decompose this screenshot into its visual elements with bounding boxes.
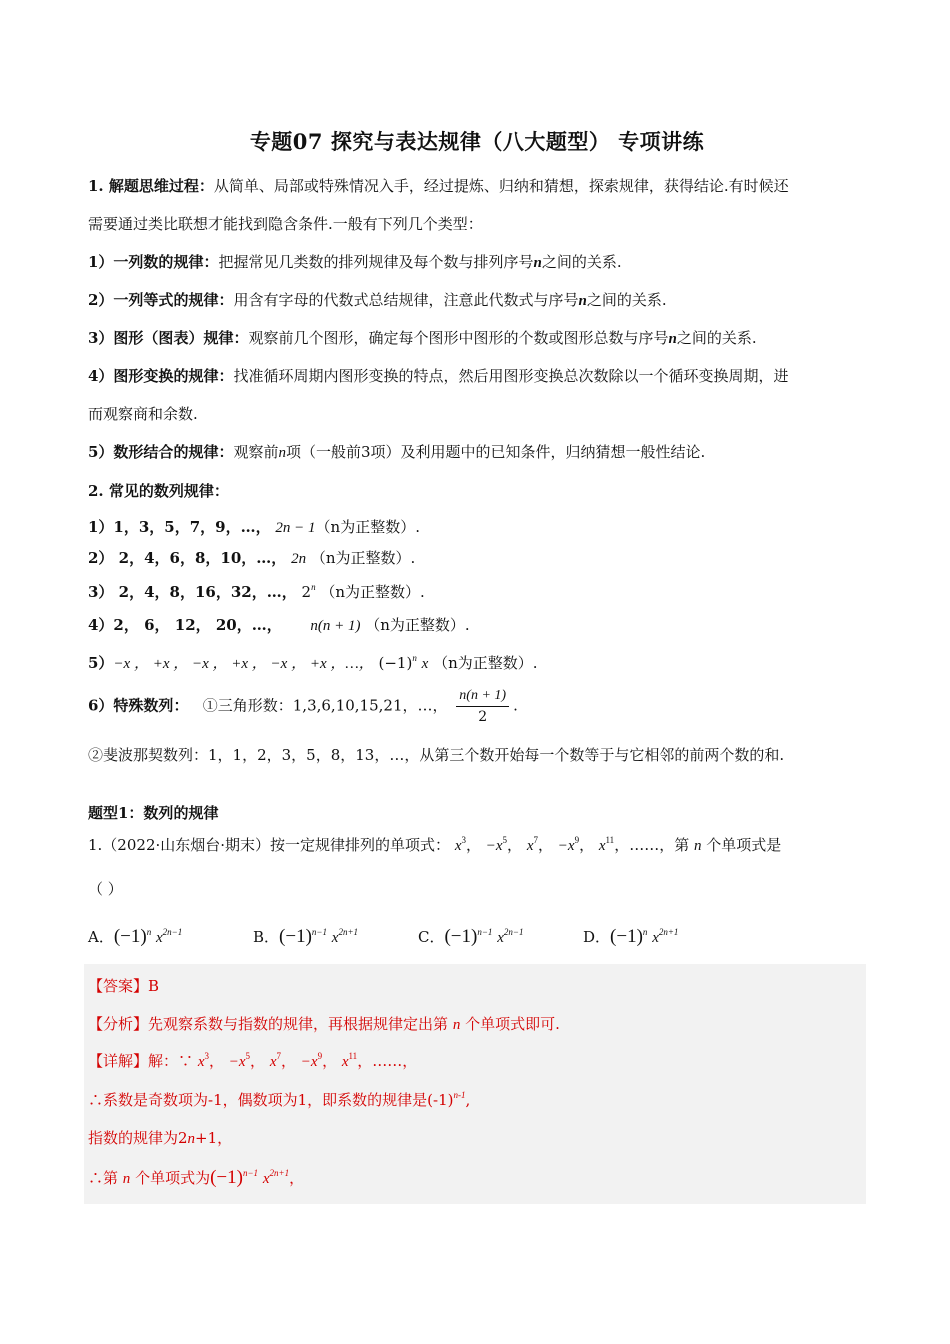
type1-line: 1）一列数的规律：把握常见几类数的排列规律及每个数与排列序号n之间的关系. — [88, 253, 622, 271]
rule4-line: 4）2， 6， 12， 20，…， n(n + 1) （n为正整数）. — [88, 616, 470, 634]
rule6-line: 6）特殊数列： ①三角形数：1,3,6,10,15,21，…， $\frac{n(n + 1)}{2}$ . — [88, 688, 518, 725]
section1-intro-line2: 需要通过类比联想才能找到隐含条件.一般有下列几个类型： — [88, 215, 483, 233]
triangular-number-fraction: $\frac{n(n + 1)}{2}$ — [456, 686, 509, 727]
answer-bracket: （ ） — [88, 880, 123, 898]
type5-line: 5）数形结合的规律：观察前n项（一般前3项）及利用题中的已知条件，归纳猜想一般性结论. — [88, 443, 706, 461]
page-title: 专题07 探究与表达规律（八大题型） 专项讲练 — [249, 129, 705, 154]
coefficient-rule-line: ∴系数是奇数项为-1，偶数项为1，即系数的规律是$(-1)^{n-1}$, — [88, 1090, 471, 1109]
fibonacci-line: ②斐波那契数列：1，1，2，3，5，8，13，…，从第三个数开始每一个数等于与它相邻的前两个数的和. — [88, 746, 785, 764]
exponent-rule-line: 指数的规律为2n+1， — [88, 1129, 233, 1147]
type4-line1: 4）图形变换的规律：找准循环周期内图形变换的特点，然后用图形变换总次数除以一个循环变换周期，进 — [88, 367, 789, 385]
option-b[interactable]: B．$(-1)^{n-1}$ $x^{2n+1}$ — [253, 926, 359, 947]
analysis-line: 【分析】先观察系数与指数的规律，再根据规律定出第 n 个单项式即可. — [88, 1015, 560, 1033]
question-type-heading: 题型1：数列的规律 — [88, 804, 219, 822]
detail-line: 【详解】解：∵ $x^3$， $-x^5$， $x^7$， $-x^9$， $x^{11}$，……， — [88, 1051, 418, 1070]
option-a[interactable]: A．$(-1)^n$ $x^{2n-1}$ — [88, 926, 183, 947]
type4-line2: 而观察商和余数. — [88, 405, 198, 423]
section1-intro-line1: 1. 解题思维过程：从简单、局部或特殊情况入手，经过提炼、归纳和猜想，探索规律，获得结论.有时候还 — [88, 177, 789, 195]
rule1-line: 1）1，3，5，7，9，…， 2n − 1（n为正整数）. — [88, 518, 420, 536]
answer-line: 【答案】B — [88, 977, 160, 995]
question-stem: 1.（2022·山东烟台·期末）按一定规律排列的单项式： $x^3$， $-x^5$， $x^7$， $-x^9$， $x^{11}$，……，第 n 个单项式是 — [88, 835, 782, 854]
section2-heading: 2. 常见的数列规律： — [88, 482, 229, 500]
rule3-line: 3） 2，4，8，16，32，…， 2$^n$ （n为正整数）. — [88, 582, 425, 601]
rule5-line: 5）−x ， +x ， −x ， +x ， −x ， +x ，…， $(-1)^n$ x （n为正整数）. — [88, 653, 538, 672]
type2-line: 2）一列等式的规律：用含有字母的代数式总结规律，注意此代数式与序号n之间的关系. — [88, 291, 667, 309]
type3-line: 3）图形（图表）规律：观察前几个图形，确定每个图形中图形的个数或图形总数与序号n之间的关系. — [88, 329, 757, 347]
option-d[interactable]: D．$(-1)^n$ $x^{2n+1}$ — [583, 926, 679, 947]
conclusion-line: ∴第 n 个单项式为$(-1)^{n-1}$ $x^{2n+1}$， — [88, 1167, 305, 1188]
option-c[interactable]: C．$(-1)^{n-1}$ $x^{2n-1}$ — [418, 926, 524, 947]
rule2-line: 2） 2，4，6，8，10，…， 2n （n为正整数）. — [88, 549, 416, 567]
